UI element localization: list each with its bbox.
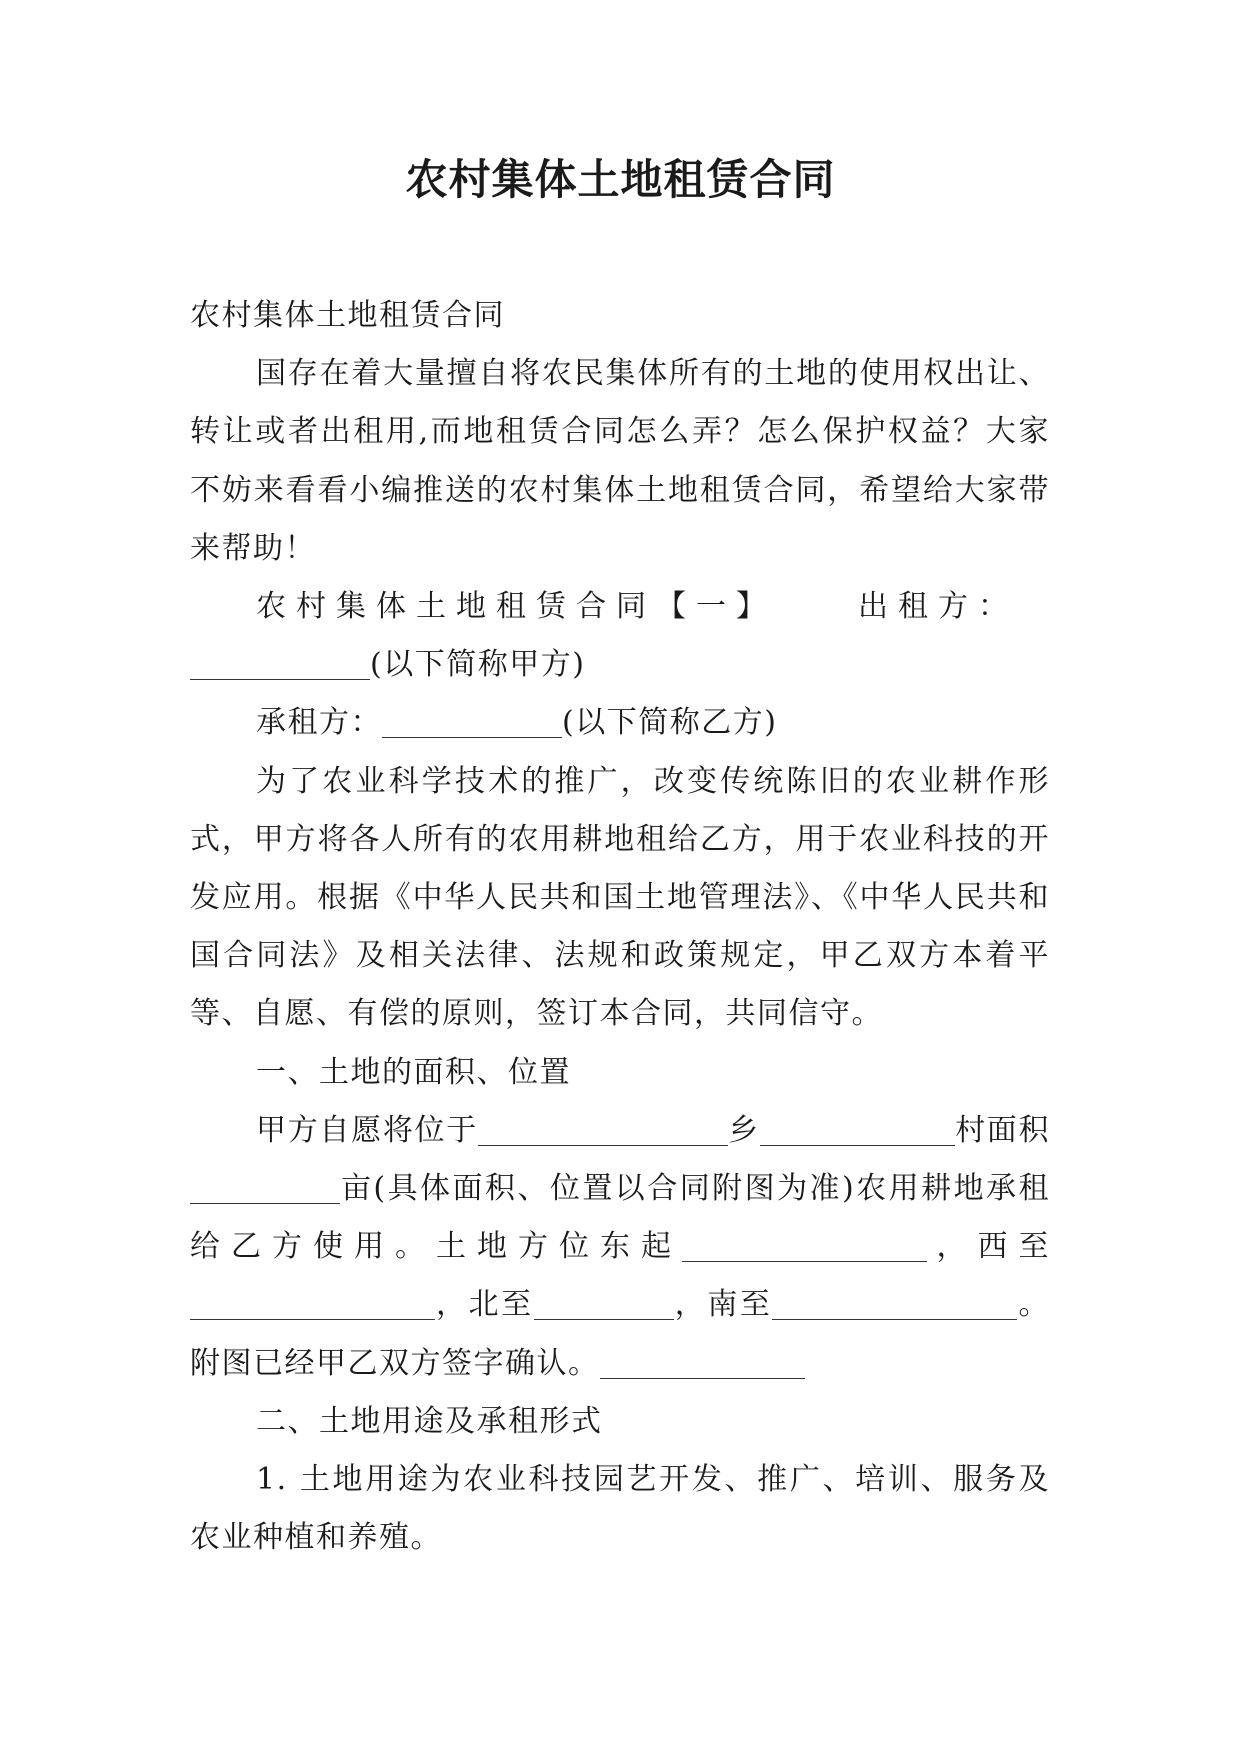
purpose-paragraph: 为了农业科学技术的推广，改变传统陈旧的农业耕作形式，甲方将各人所有的农用耕地租给乙方，用于农业科技的开发应用。根据《中华人民共和国土地管理法》、《中华人民共和国合同法》及相关法律、法规和政策规定，甲乙双方本着平等、自愿、有偿的原则，签订本合同，共同信守。 [190, 763, 1050, 1032]
north-blank[interactable] [534, 1289, 674, 1320]
village-blank[interactable] [760, 1115, 955, 1146]
clause-1: 1. 土地用途为农业科技园艺开发、推广、培训、服务及农业种植和养殖。 [190, 1462, 1050, 1556]
mu-text: 亩(具体面积、位置以合同附图为准)农用耕地承租给乙方使用。土地方位东起 [190, 1171, 1050, 1265]
location-period: 。 [1017, 1287, 1051, 1323]
area-blank[interactable] [190, 1173, 340, 1204]
township-label: 乡 [727, 1112, 760, 1148]
attachment-note: 附图已经甲乙双方签字确认。 [190, 1345, 600, 1381]
lessee-blank[interactable] [382, 707, 562, 738]
document-body [190, 287, 1050, 1567]
lessee-label: 承租方： [256, 705, 382, 741]
document-subtitle: 农村集体土地租赁合同 [190, 298, 505, 333]
lessee-line [190, 694, 1050, 752]
location-paragraph [190, 1102, 1050, 1393]
lessor-blank[interactable] [190, 649, 370, 680]
east-blank[interactable] [682, 1231, 927, 1262]
north-label: ，北至 [435, 1287, 534, 1323]
west-label: ，西至 [927, 1229, 1050, 1265]
lessee-suffix: (以下简称乙方) [562, 705, 778, 741]
attachment-blank[interactable] [600, 1348, 805, 1379]
intro-paragraph: 国存在着大量擅自将农民集体所有的土地的使用权出让、转让或者出租用,而地租赁合同怎么弄？怎么保护权益？大家不妨来看看小编推送的农村集体土地租赁合同，希望给大家带来帮助！ [190, 356, 1050, 566]
lessor-blank-line [190, 636, 1050, 694]
lessor-suffix: (以下简称甲方) [370, 647, 586, 683]
south-label: ，南至 [673, 1287, 773, 1323]
lessor-line [190, 578, 1050, 636]
south-blank[interactable] [772, 1289, 1017, 1320]
document-title: 农村集体土地租赁合同 [405, 155, 836, 204]
contract-heading: 农村集体土地租赁合同【一】 [256, 589, 776, 625]
west-blank[interactable] [190, 1289, 435, 1320]
location-part1: 甲方自愿将位于 [256, 1112, 478, 1148]
section1-heading: 一、土地的面积、位置 [256, 1054, 571, 1090]
village-area-label: 村面积 [954, 1112, 1051, 1148]
lessor-label: 出租方： [858, 589, 1018, 625]
section2-heading: 二、土地用途及承租形式 [256, 1403, 603, 1439]
township-blank[interactable] [478, 1115, 728, 1146]
